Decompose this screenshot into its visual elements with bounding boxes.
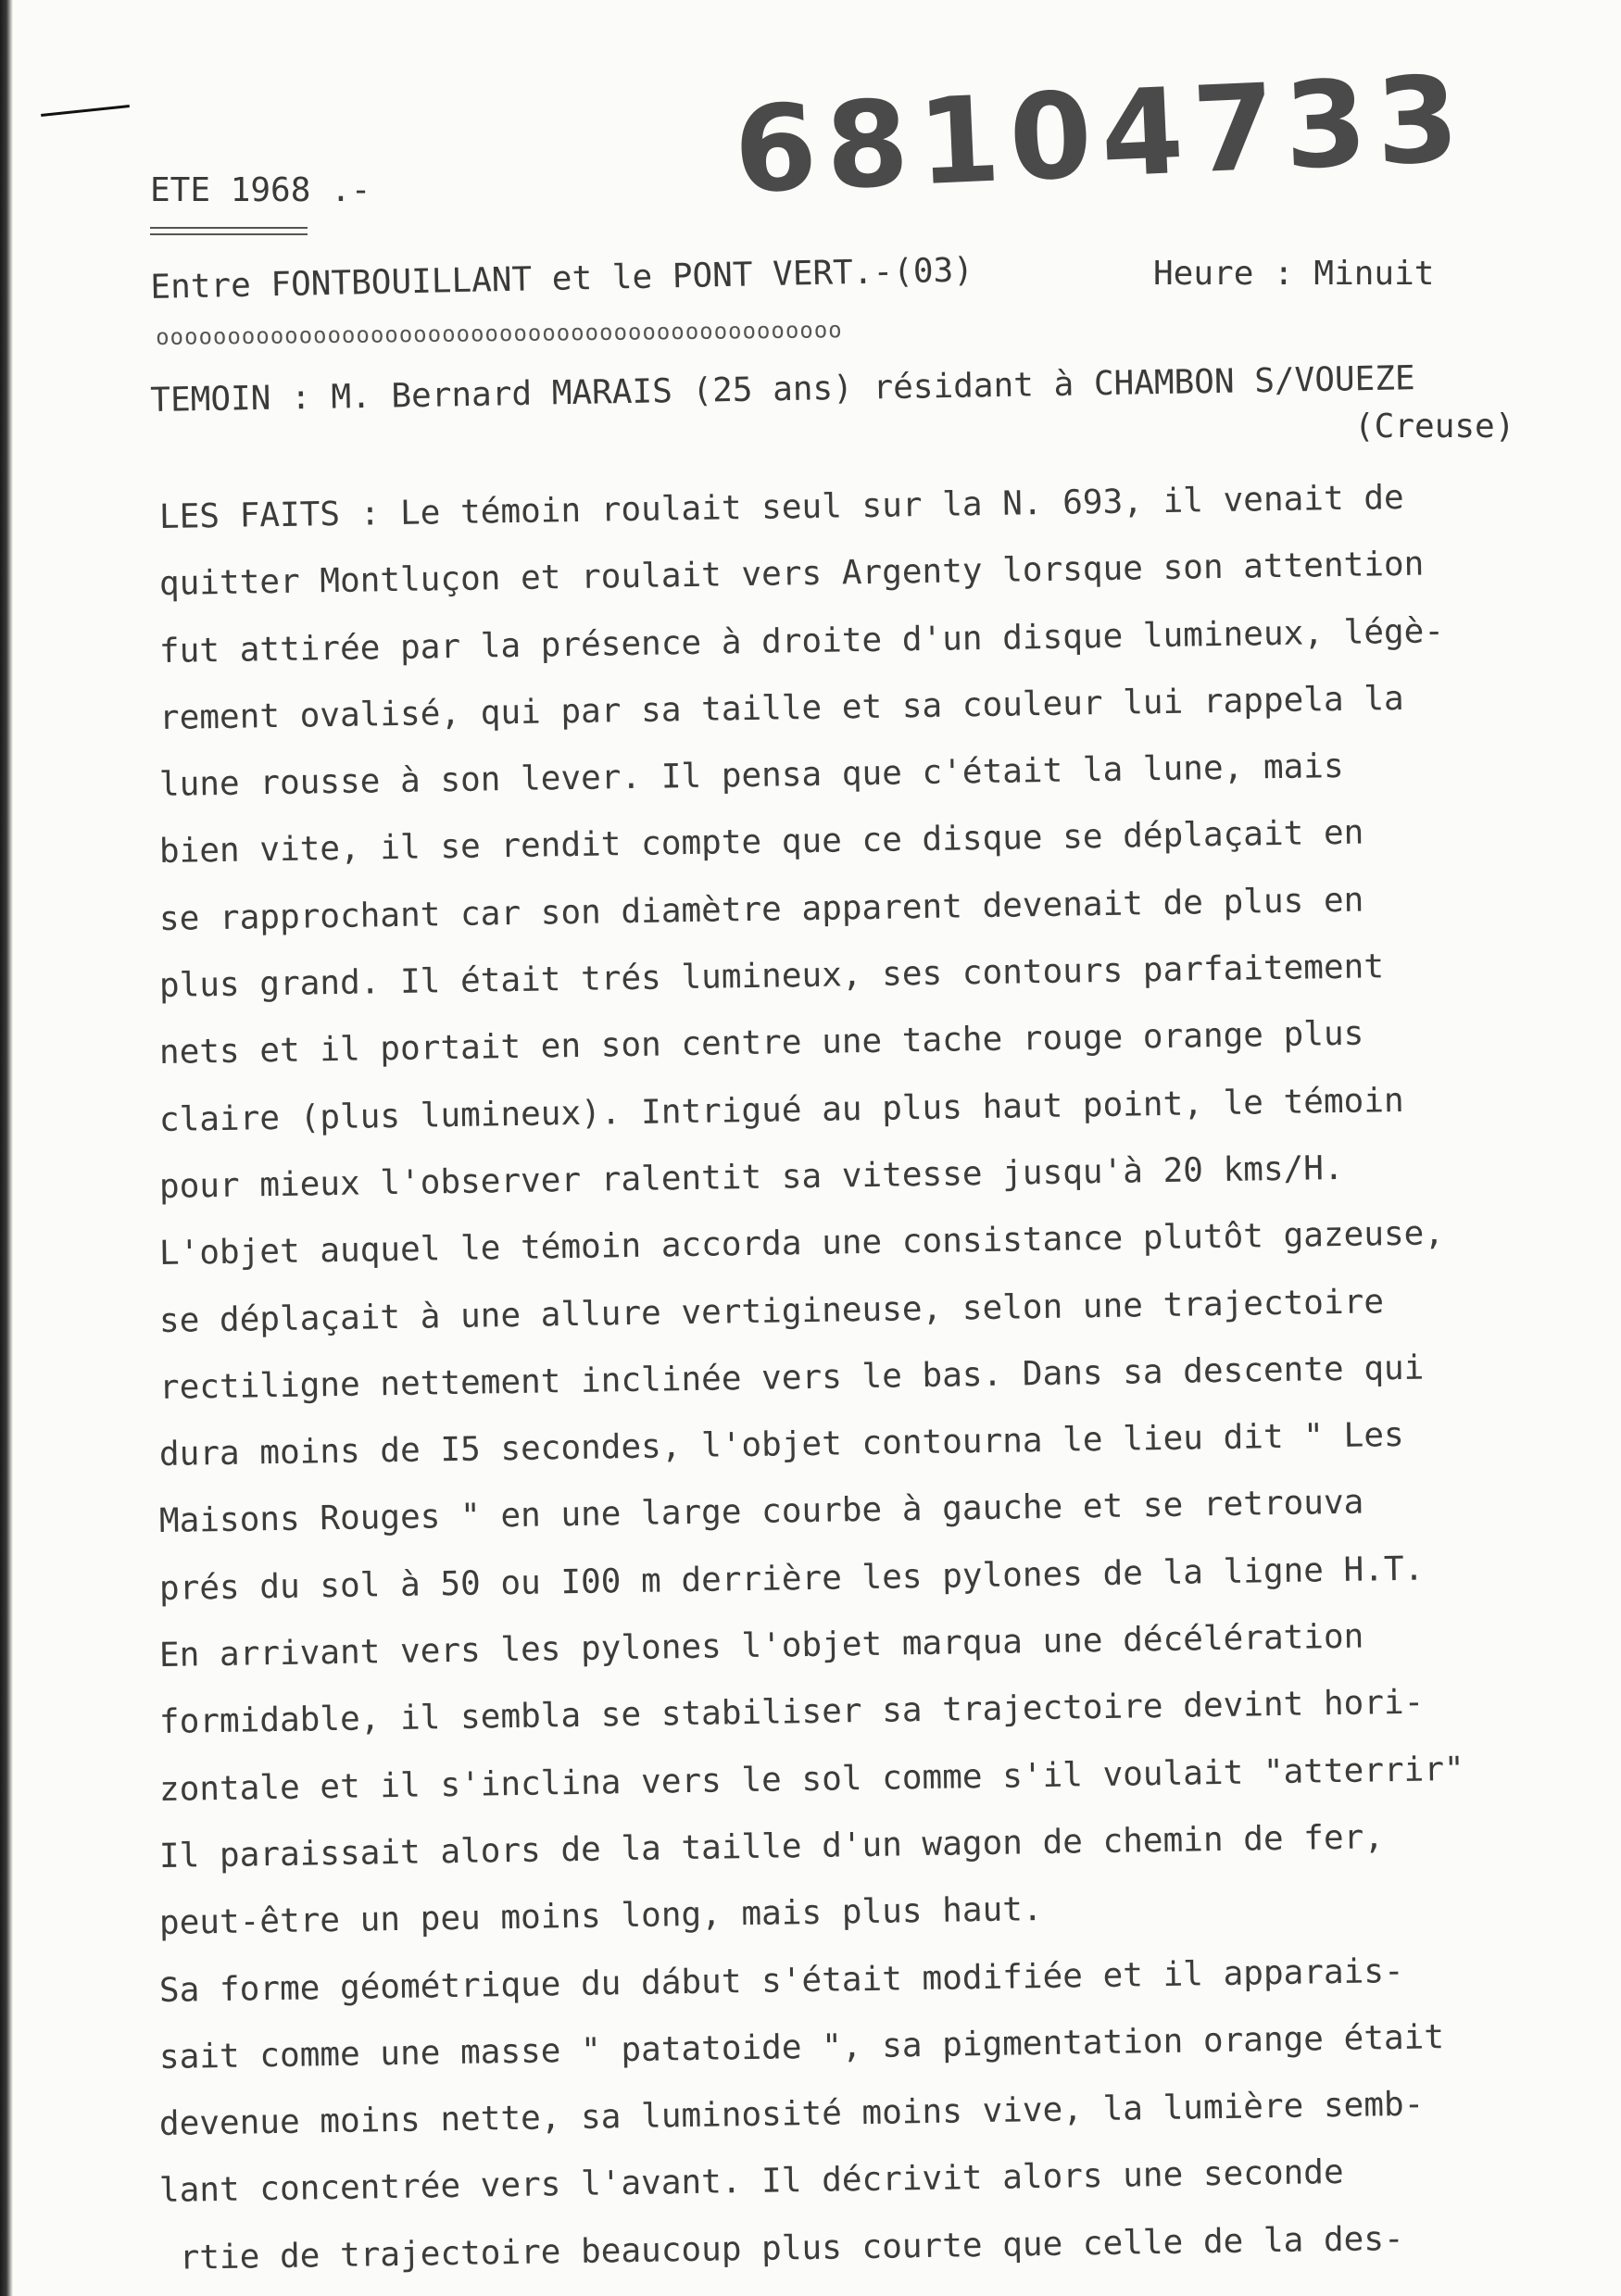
body-line: sait comme une masse " patatoide ", sa pigmentation orange était [158,2018,1445,2076]
header-time: Heure : Minuit [1153,255,1435,293]
body-line: Sa forme géométrique du dábut s'était modifiée et il apparais- [158,1951,1404,2010]
report-body [158,478,1586,2292]
header-date: ETE 1968 .- [150,171,371,209]
header-location: Entre FONTBOUILLANT et le PONT VERT.-(03) [150,251,974,307]
body-line: se rapprochant car son diamètre apparent devenait de plus en [158,881,1364,938]
body-line: plus grand. Il était trés lumineux, ses contours parfaitement [158,947,1385,1006]
body-line: lune rousse à son lever. Il pensa que c'était la lune, mais [158,747,1344,805]
underline-rule [150,227,308,229]
body-line: LES FAITS : Le témoin roulait seul sur la N. 693, il venait de [158,478,1404,536]
body-line: rtie de trajectoire beaucoup plus courte que celle de la des- [158,2219,1404,2277]
body-line: se déplaçait à une allure vertigineuse, selon une trajectoire [158,1282,1385,1340]
body-line: rectiligne nettement inclinée vers le bas. Dans sa descente qui [158,1349,1425,1407]
witness-region: (Creuse) [1354,408,1515,445]
body-line: nets et il portait en son centre une tache rouge orange plus [158,1014,1364,1073]
body-line: prés du sol à 50 ou I00 m derrière les pylones de la ligne H.T. [158,1549,1425,1608]
body-line: zontale et il s'inclina vers le sol comme s'il voulait "atterrir" [158,1750,1464,1809]
body-line: Il paraissait alors de la taille d'un wagon de chemin de fer, [158,1818,1385,1876]
body-line: quitter Montluçon et roulait vers Argenty lorsque son attention [158,545,1425,604]
body-line: pour mieux l'observer ralentit sa vitesse jusqu'à 20 kms/H. [158,1148,1344,1206]
body-line: bien vite, il se rendit compte que ce disque se déplaçait en [158,814,1364,872]
body-line: claire (plus lumineux). Intrigué au plus haut point, le témoin [158,1081,1404,1139]
body-line: rement ovalisé, qui par sa taille et sa couleur lui rappela la [158,679,1404,737]
separator-line: oooooooooooooooooooooooooooooooooooooooooooooooo [156,317,843,350]
body-line: Maisons Rouges " en une large courbe à gauche et se retrouva [158,1484,1364,1541]
body-line: formidable, il sembla se stabiliser sa trajectoire devint hori- [158,1683,1425,1742]
stamped-file-number: 68104733 [731,50,1471,220]
body-line: En arrivant vers les pylones l'objet marqua une décélération [158,1617,1364,1675]
body-line: dura moins de I5 secondes, l'objet contourna le lieu dit " Les [158,1416,1404,1474]
body-line: peut-être un peu moins long, mais plus haut. [158,1890,1043,1943]
pen-mark [41,105,130,117]
underline-rule [150,233,308,235]
scan-shadow-edge [0,0,13,2296]
body-line: devenue moins nette, sa luminosité moins vive, la lumière semb- [158,2085,1425,2144]
body-line: fut attirée par la présence à droite d'un disque lumineux, légè- [158,611,1445,671]
body-line: lant concentrée vers l'avant. Il décrivit alors une seconde [158,2153,1344,2211]
witness-line: TEMOIN : M. Bernard MARAIS (25 ans) résidant à CHAMBON S/VOUEZE [150,359,1415,420]
body-line: L'objet auquel le témoin accorda une consistance plutôt gazeuse, [158,1214,1445,1273]
